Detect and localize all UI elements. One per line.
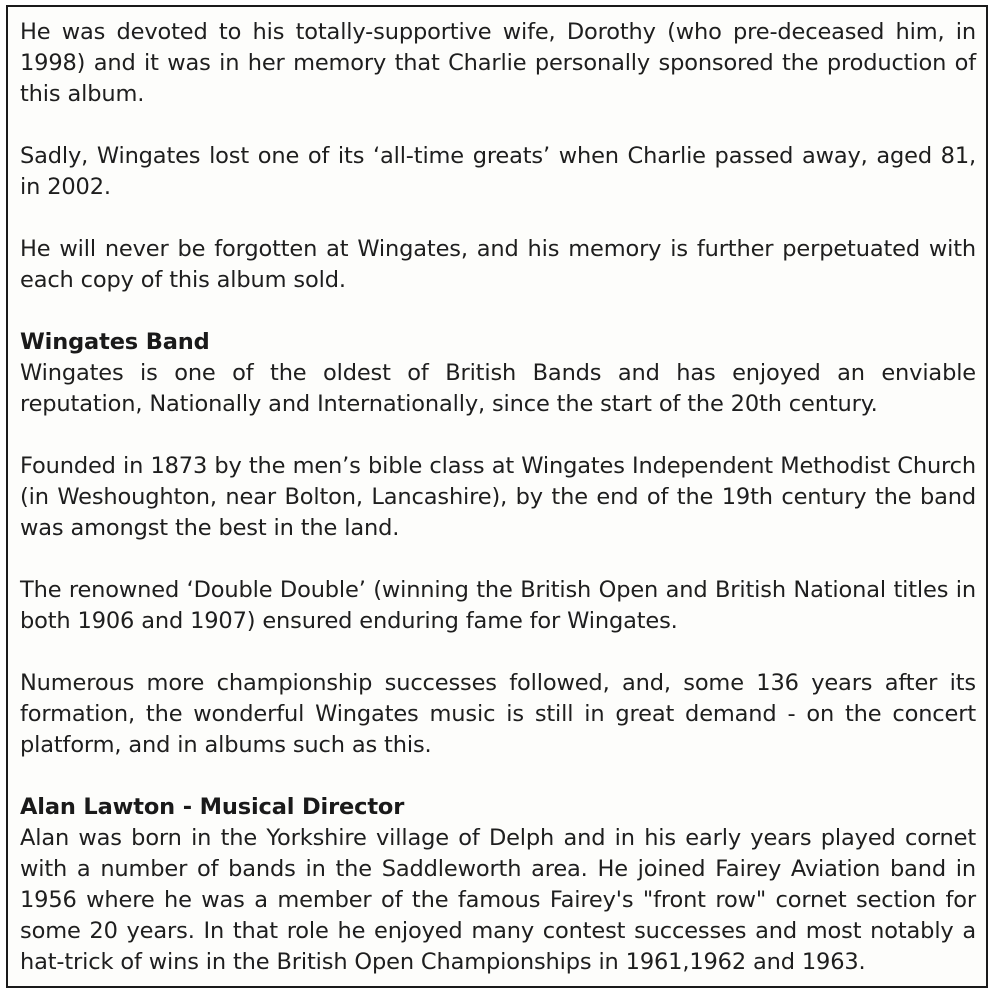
wingates-paragraph-reputation: Wingates is one of the oldest of British Bands and has enjoyed an enviable reputation, Nationally and Internationally, since the start of the 20th century.	[20, 360, 976, 417]
paragraph-gap	[20, 110, 976, 141]
intro-paragraph-dorothy: He was devoted to his totally-supportive wife, Dorothy (who pre-deceased him, in 1998) and it was in her memory that Charlie personally sponsored the production of this album.	[20, 19, 976, 107]
paragraph-gap	[20, 637, 976, 668]
paragraph-gap	[20, 761, 976, 792]
musical-director-heading: Alan Lawton - Musical Director	[20, 794, 405, 820]
paragraph-gap	[20, 203, 976, 234]
intro-paragraph-passed-away: Sadly, Wingates lost one of its ‘all-time greats’ when Charlie passed away, aged 81, in 2002.	[20, 143, 976, 200]
wingates-paragraph-double-double: The renowned ‘Double Double’ (winning the British Open and British National titles in both 1906 and 1907) ensured enduring fame for Wingates.	[20, 577, 976, 634]
text-frame	[6, 5, 988, 988]
paragraph-gap	[20, 544, 976, 575]
wingates-paragraph-successes: Numerous more championship successes followed, and, some 136 years after its formation, the wonderful Wingates music is still in great demand - on the concert platform, and in albums such as this.	[20, 670, 976, 758]
wingates-paragraph-founded: Founded in 1873 by the men’s bible class at Wingates Independent Methodist Church (in Weshoughton, near Bolton, Lancashire), by the end of the 19th century the band was amongst the best in the land.	[20, 453, 976, 541]
document-body	[20, 17, 976, 978]
paragraph-gap	[20, 420, 976, 451]
intro-paragraph-remembered: He will never be forgotten at Wingates, and his memory is further perpetuated with each copy of this album sold.	[20, 236, 976, 293]
paragraph-gap	[20, 296, 976, 327]
director-paragraph: Alan was born in the Yorkshire village of Delph and in his early years played cornet with a number of bands in the Saddleworth area. He joined Fairey Aviation band in 1956 where he was a member of the famous Fairey's "front row" cornet section for some 20 years. In that role he enjoyed many contest successes and most notably a hat-trick of wins in the British Open Championships in 1961,1962 and 1963.	[20, 825, 976, 975]
wingates-band-heading: Wingates Band	[20, 329, 210, 355]
